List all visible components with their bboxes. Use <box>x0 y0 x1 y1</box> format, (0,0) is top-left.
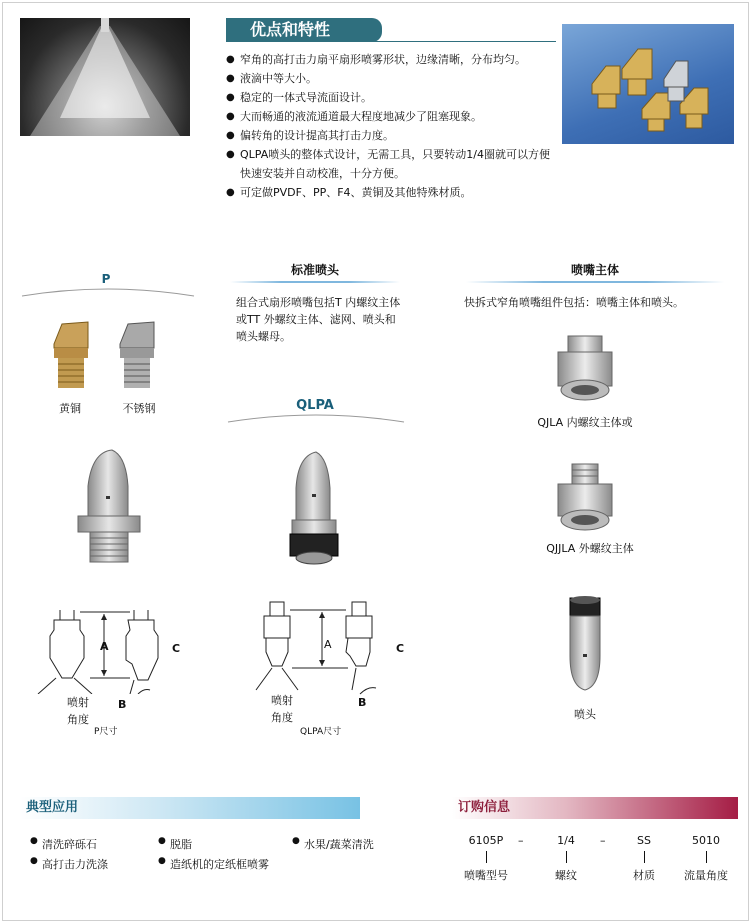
spray-pattern-photo <box>20 18 190 136</box>
order-flow-code: 5010 <box>692 834 720 847</box>
order-tick <box>644 851 645 863</box>
qlpa-dims-caption: QLPA尺寸 <box>300 727 342 737</box>
application-item: ● 高打击力洗涤 <box>30 856 108 872</box>
qlpa-nozzle-image <box>282 450 346 572</box>
tip-image <box>562 596 608 694</box>
feature-item: ● 可定做PVDF、PP、F4、黄铜及其他特殊材质。 <box>226 183 556 202</box>
qlpa-title: QLPA <box>296 398 334 413</box>
features-title: 优点和特性 <box>226 18 382 42</box>
brass-label: 黄铜 <box>59 402 81 415</box>
qjjla-label: QJJLA 外螺纹主体 <box>546 542 634 555</box>
feature-item: ● 液滴中等大小。 <box>226 69 556 88</box>
order-thread-code: 1/4 <box>557 834 575 847</box>
feature-item: ● 大而畅通的液流通道最大程度地减少了阻塞现象。 <box>226 107 556 126</box>
brass-nozzle-image <box>48 318 94 390</box>
application-item: ● 水果/蔬菜清洗 <box>292 836 374 852</box>
p-nozzle-large-image <box>66 446 150 566</box>
nozzle-body-title-line <box>466 281 724 283</box>
ordering-title: 订购信息 <box>452 797 738 819</box>
p-dim-b: B <box>118 698 127 711</box>
standard-tip-title: 标准喷头 <box>290 263 339 277</box>
application-item: ● 脱脂 <box>158 836 192 852</box>
order-model-label: 喷嘴型号 <box>464 869 508 882</box>
application-item: ● 清洗碎砾石 <box>30 836 97 852</box>
order-dash: – <box>518 834 524 847</box>
stainless-nozzle-image <box>114 318 160 390</box>
p-title-curve <box>20 282 196 298</box>
features-title-underline <box>226 41 556 42</box>
qjla-label: QJLA 内螺纹主体或 <box>537 416 633 429</box>
order-thread-label: 螺纹 <box>555 869 577 882</box>
features-list <box>226 50 556 202</box>
order-tick <box>706 851 707 863</box>
p-dim-a: A <box>100 640 109 653</box>
p-section-title: P <box>101 272 111 286</box>
qjjla-body-image <box>554 462 616 536</box>
tip-label: 喷头 <box>574 708 596 721</box>
feature-item: ● 偏转角的设计提高其打击力度。 <box>226 126 556 145</box>
qlpa-dim-c: C <box>396 642 405 655</box>
p-spray-angle-label: 喷射 角度 <box>67 696 89 726</box>
standard-tip-desc: 组合式扇形喷嘴包括T 内螺纹主体或TT 外螺纹主体、滤网、喷头和喷头螺母。 <box>236 296 401 343</box>
stainless-label: 不锈钢 <box>122 402 156 415</box>
p-dim-c: C <box>172 642 181 655</box>
order-material-label: 材质 <box>633 869 655 882</box>
order-model-col <box>446 834 526 883</box>
feature-item: ● 窄角的高打击力扇平扇形喷雾形状，边缘清晰，分布均匀。 <box>226 50 556 69</box>
feature-item: ● QLPA喷头的整体式设计，无需工具，只要转动1/4圈就可以方便快速安装并自动校准，十分方便。 <box>226 145 556 183</box>
qlpa-title-curve <box>226 408 406 424</box>
nozzle-body-desc: 快拆式窄角喷嘴组件包括：喷嘴主体和喷头。 <box>464 296 684 309</box>
qlpa-dim-b: B <box>358 696 367 709</box>
order-flow-col <box>666 834 746 883</box>
order-dash: – <box>600 834 606 847</box>
order-thread-col <box>526 834 606 883</box>
nozzle-group-photo <box>562 24 734 144</box>
qlpa-spray-angle-label: 喷射 角度 <box>271 694 293 724</box>
standard-title-line <box>230 281 400 283</box>
qlpa-dim-a: A <box>324 638 332 651</box>
nozzle-body-title: 喷嘴主体 <box>570 263 619 277</box>
order-material-code: SS <box>637 834 651 847</box>
qjla-body-image <box>554 332 616 404</box>
order-flow-label: 流量角度 <box>684 869 728 882</box>
order-tick <box>566 851 567 863</box>
application-item: ● 造纸机的定纸框喷雾 <box>158 856 269 872</box>
order-tick <box>486 851 487 863</box>
feature-item: ● 稳定的一体式导流面设计。 <box>226 88 556 107</box>
p-dims-caption: P尺寸 <box>94 727 118 737</box>
applications-title: 典型应用 <box>20 797 360 819</box>
order-model-code: 6105P <box>468 834 504 847</box>
